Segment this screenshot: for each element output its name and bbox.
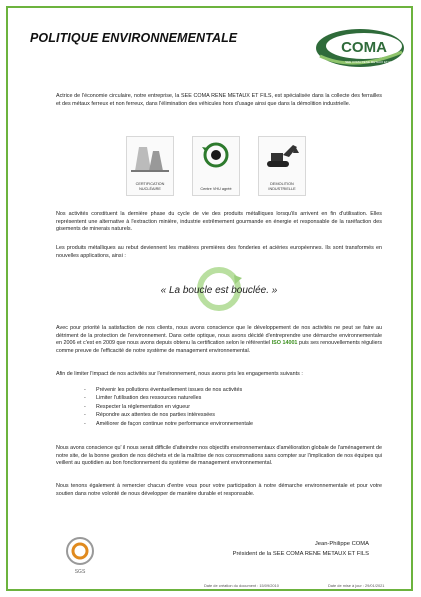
- priority-paragraph: [56, 325, 382, 355]
- created-label: Date de création du document :: [204, 583, 259, 588]
- dash-bullet-icon: -: [84, 412, 86, 419]
- signatory-name: Jean-Philippe COMA: [314, 541, 369, 547]
- sgs-logo-icon: [64, 536, 96, 576]
- coma-logo-icon: [314, 26, 406, 72]
- certification-badges: [126, 136, 306, 200]
- sgs-label: SGS: [74, 569, 86, 575]
- thanks-paragraph: Nous tenons également à remercier chacun d'entre vous pour votre participation à notre démarche environnementale et pour votre soutien dans notre volonté de nous développer de manière durable et responsable.: [56, 483, 382, 497]
- badge-label: DEMOLITION INDUSTRIELLE: [268, 182, 296, 191]
- dash-bullet-icon: -: [84, 420, 86, 427]
- recycling-car-icon: [193, 137, 239, 175]
- iso-14001-label: ISO 14001: [271, 340, 298, 347]
- quote-block: [56, 266, 382, 312]
- signatory-role: Président de la SEE COMA RENE METAUX ET FILS: [232, 551, 369, 557]
- commitments-list: [84, 386, 344, 428]
- priority-text-end: puis ses renouvellements réguliers comme preuve de l'efficacité de notre système de management environnemental.: [56, 340, 383, 354]
- footer-created: [204, 583, 279, 588]
- nuclear-plant-icon: [127, 137, 173, 175]
- dash-bullet-icon: -: [84, 403, 86, 410]
- logo-wordmark: COMA: [341, 39, 387, 56]
- commitment-text: Limiter l'utilisation des ressources naturelles: [96, 395, 202, 402]
- quote-text: « La boucle est bouclée. »: [160, 285, 278, 296]
- commitment-text: Prévenir les pollutions éventuellement issues de nos activités: [96, 387, 243, 393]
- footer-updated: [328, 583, 384, 588]
- list-item: [84, 403, 344, 411]
- badge-label: CERTIFICATION NUCLÉAIRE: [135, 182, 165, 191]
- intro-paragraph: Actrice de l'économie circulaire, notre entreprise, la SEE COMA RENE METAUX ET FILS, est spécialisée dans la collecte des ferrailles et des métaux ferreux et non ferreux, dans l'élimination des véhicules hors d'usage ainsi que dans la démolition industrielle.: [56, 93, 382, 107]
- page-title: POLITIQUE ENVIRONNEMENTALE: [30, 31, 238, 45]
- sgs-certification-mark: [64, 536, 96, 576]
- priority-text-start: Avec pour priorité la satisfaction de nos clients, nous avons conscience que le développement de nos activités ne peut se faire au détriment de la protection de l'environnement. Dans cette optique, nous avons décidé d'entreprendre une démarche environnementale en 2006 et c'est en 2009 que nous avons depuis obtenu la certification selon le référentiel: [56, 325, 382, 347]
- conscious-paragraph: Nous avons conscience qu' il nous serait difficile d'atteindre nos objectifs environnementaux d'amélioration globale de l'aménagement de notre site, de la bonne gestion de nos déchets et de la maîtrise de nos consommations sans compter sur l'implication de nos équipes qui veillent au quotidien au bon fonctionnement du système de management environnemental.: [56, 445, 382, 467]
- dash-bullet-icon: -: [84, 387, 86, 393]
- excavator-icon: [259, 137, 305, 175]
- logo-subtitle: SEE COMA RENE METAUX ET FILS: [345, 60, 395, 64]
- list-item: [84, 411, 344, 419]
- list-item: [84, 420, 344, 428]
- dash-bullet-icon: -: [84, 395, 86, 402]
- document-page: [6, 6, 413, 591]
- commitment-text: Respecter la réglementation en vigueur: [96, 403, 191, 410]
- list-item: [84, 386, 344, 394]
- badge-vhu: [192, 136, 240, 196]
- products-paragraph: Les produits métalliques au rebut deviennent les matières premières des fonderies et aciéries européennes. Ils sont transformés en nouvelles applications, ainsi :: [56, 245, 382, 259]
- activities-paragraph: Nos activités constituent la dernière phase du cycle de vie des produits métalliques lorsqu'ils arrivent en fin d'utilisation. Elles représentent une alternative à l'extraction minière, industrie extrêmement gourmande en énergie et responsable de la raréfaction des gisements de minerais naturels.: [56, 211, 382, 233]
- created-date: 15/09/2010: [259, 583, 279, 588]
- updated-date: 29/01/2021: [365, 583, 385, 588]
- list-item: [84, 394, 344, 402]
- commitment-text: Améliorer de façon continue notre performance environnementale: [96, 420, 254, 427]
- updated-label: Date de mise à jour :: [328, 583, 364, 588]
- badge-demolition: [258, 136, 306, 196]
- commitment-text: Répondre aux attentes de nos parties intéressées: [96, 412, 215, 419]
- badge-label: Centre VHU agréé: [200, 186, 232, 191]
- company-logo: [314, 26, 406, 72]
- badge-nuclear: [126, 136, 174, 196]
- commitments-intro: Afin de limiter l'impact de nos activités sur l'environnement, nous avons pris les engagements suivants :: [56, 371, 303, 378]
